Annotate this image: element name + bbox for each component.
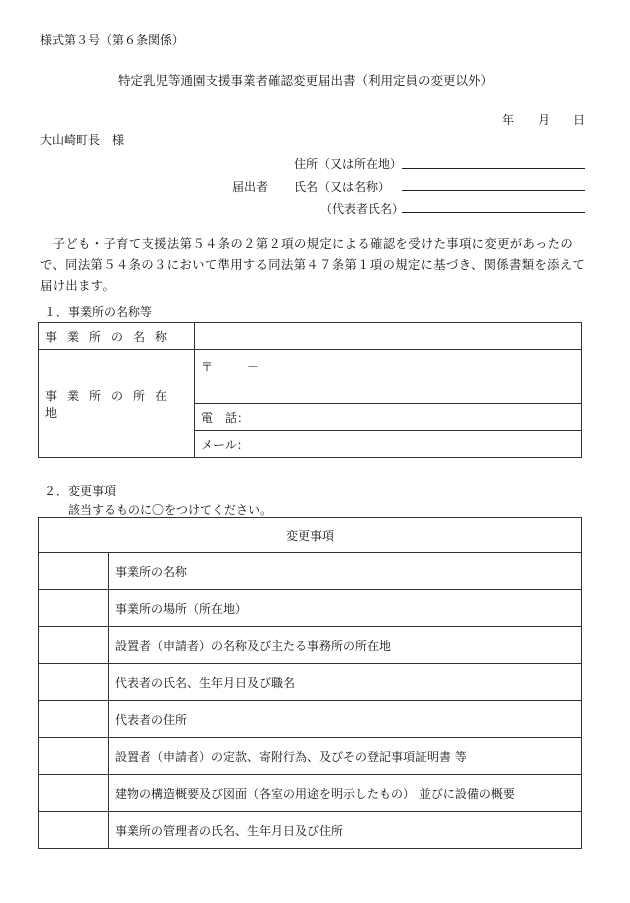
representative-input-line[interactable] [402, 212, 585, 213]
date-year-label: 年 [502, 113, 515, 127]
representative-label: （代表者氏名） [320, 202, 405, 216]
document-title: 特定乳児等通園支援事業者確認変更届出書（利用定員の変更以外） [118, 73, 494, 88]
name-label: 氏名（又は名称） [294, 180, 391, 194]
mark-cell[interactable] [39, 627, 109, 664]
change-item: 事業所の管理者の氏名、生年月日及び住所 [109, 812, 582, 849]
form-number: 様式第３号（第６条関係） [40, 33, 185, 47]
change-item: 事業所の名称 [109, 553, 582, 590]
name-input-line[interactable] [402, 190, 585, 191]
postal-dash: － [246, 360, 259, 374]
mark-cell[interactable] [39, 590, 109, 627]
mark-cell[interactable] [39, 664, 109, 701]
postal-mark: 〒 [201, 360, 214, 374]
body-paragraph: 子ども・子育て支援法第５４条の２第２項の規定による確認を受けた事項に変更があったので、同法第５４条の３において準用する同法第４７条第１項の規定に基づき、関係書類を添えて届け出ます。 [40, 237, 586, 293]
mail-field[interactable] [195, 431, 582, 458]
mail-label: メール： [201, 437, 249, 452]
mark-cell[interactable] [39, 738, 109, 775]
facility-table [38, 322, 582, 458]
change-item: 代表者の住所 [109, 701, 582, 738]
change-item: 設置者（申請者）の名称及び主たる事務所の所在地 [109, 627, 582, 664]
change-table-header: 変更事項 [39, 518, 582, 553]
address-label: 住所（又は所在地） [294, 157, 403, 171]
addressee: 大山崎町長 様 [40, 133, 125, 147]
change-item: 建物の構造概要及び図面（各室の用途を明示したもの） 並びに設備の概要 [109, 775, 582, 812]
change-item: 事業所の場所（所在地） [109, 590, 582, 627]
postal-field[interactable] [195, 350, 582, 404]
mark-cell[interactable] [39, 775, 109, 812]
facility-name-field[interactable] [195, 323, 582, 350]
section1-heading: １．事業所の名称等 [44, 305, 153, 319]
mark-cell[interactable] [39, 553, 109, 590]
change-item: 設置者（申請者）の定款、寄附行為、及びその登記事項証明書 等 [109, 738, 582, 775]
change-items-table [38, 517, 582, 849]
date-month-label: 月 [538, 113, 551, 127]
section2-instruction: 該当するものに〇をつけてください。 [68, 503, 273, 517]
mark-cell[interactable] [39, 701, 109, 738]
applicant-group-label: 届出者 [232, 180, 269, 194]
tel-field[interactable] [195, 404, 582, 431]
facility-name-label: 事業所の名称 [39, 323, 195, 350]
section2-heading: ２．変更事項 [44, 484, 117, 498]
change-item: 代表者の氏名、生年月日及び職名 [109, 664, 582, 701]
mark-cell[interactable] [39, 812, 109, 849]
tel-label: 電 話： [201, 410, 250, 425]
date-day-label: 日 [573, 113, 586, 127]
address-input-line[interactable] [402, 168, 585, 169]
facility-location-label: 事業所の所在地 [39, 350, 195, 458]
